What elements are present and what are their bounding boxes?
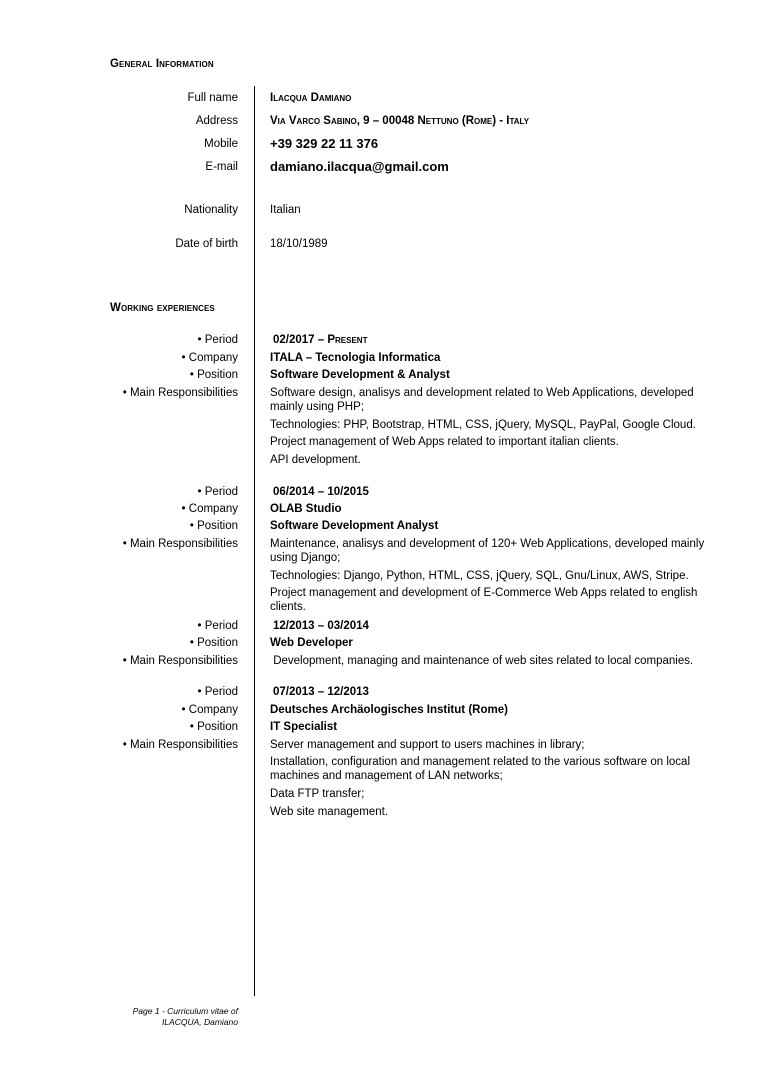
period-value: 12/2013 – 03/2014	[273, 620, 369, 632]
field-value: damiano.ilacqua@gmail.com	[270, 159, 449, 174]
footer-line-1: Page 1 - Curriculum vitae of	[132, 1006, 238, 1016]
company-value: OLAB Studio	[270, 503, 342, 515]
field-value: Ilacqua Damiano	[270, 92, 352, 104]
position-value: Web Developer	[270, 637, 353, 649]
field-value: Italian	[270, 204, 301, 216]
position-label: • Position	[189, 520, 238, 532]
company-label: • Company	[181, 503, 238, 515]
field-value: 18/10/1989	[270, 238, 328, 250]
company-label: • Company	[181, 352, 238, 364]
responsibilities-label: • Main Responsibilities	[122, 538, 238, 550]
page-footer	[110, 1006, 238, 1028]
responsibility-item: Data FTP transfer;	[270, 788, 365, 800]
section-title-general: General Information	[110, 58, 214, 70]
responsibility-item: Technologies: PHP, Bootstrap, HTML, CSS, jQuery, MySQL, PayPal, Google Cloud.	[270, 419, 696, 431]
responsibility-item: Installation, configuration and management related to the various software on local machines and management of LAN networks;	[270, 756, 691, 782]
position-value: Software Development Analyst	[270, 520, 439, 532]
responsibilities-label: • Main Responsibilities	[122, 655, 238, 667]
position-label: • Position	[189, 721, 238, 733]
position-label: • Position	[189, 637, 238, 649]
period-value: 02/2017 – Present	[273, 334, 368, 346]
responsibility-item: Server management and support to users machines in library;	[270, 739, 585, 751]
field-label: Full name	[187, 92, 238, 104]
responsibility-item: Software design, analisys and development related to Web Applications, developed mainly using PHP;	[270, 387, 694, 413]
company-value: ITALA – Tecnologia Informatica	[270, 352, 441, 364]
responsibility-item: API development.	[270, 454, 361, 466]
responsibility-item: Project management and development of E-Commerce Web Apps related to english clients.	[270, 587, 698, 613]
responsibilities-label: • Main Responsibilities	[122, 387, 238, 399]
responsibility-item: Technologies: Django, Python, HTML, CSS, jQuery, SQL, Gnu/Linux, AWS, Stripe.	[270, 570, 689, 582]
position-label: • Position	[189, 369, 238, 381]
responsibility-item: Development, managing and maintenance of web sites related to local companies.	[270, 655, 694, 667]
field-label: Date of birth	[175, 238, 238, 250]
period-value: 06/2014 – 10/2015	[273, 486, 369, 498]
period-value: 07/2013 – 12/2013	[273, 686, 369, 698]
company-label: • Company	[181, 704, 238, 716]
field-label: E-mail	[205, 161, 238, 173]
responsibilities-label: • Main Responsibilities	[122, 739, 238, 751]
responsibility-item: Project management of Web Apps related to important italian clients.	[270, 436, 619, 448]
company-value: Deutsches Archäologisches Institut (Rome)	[270, 704, 508, 716]
footer-line-2: ILACQUA, Damiano	[161, 1017, 238, 1027]
column-divider	[254, 86, 255, 996]
period-label: • Period	[197, 334, 238, 346]
field-label: Address	[195, 115, 238, 127]
section-title-work: Working experiences	[110, 302, 215, 314]
field-label: Nationality	[184, 204, 238, 216]
field-value: Via Varco Sabino, 9 – 00048 Nettuno (Rome) - Italy	[270, 115, 530, 127]
period-label: • Period	[197, 686, 238, 698]
position-value: Software Development & Analyst	[270, 369, 450, 381]
responsibility-item: Web site management.	[270, 806, 389, 818]
responsibility-item: Maintenance, analisys and development of 120+ Web Applications, developed mainly using Django;	[270, 538, 705, 564]
field-value: +39 329 22 11 376	[270, 136, 379, 151]
period-label: • Period	[197, 620, 238, 632]
field-label: Mobile	[204, 138, 238, 150]
position-value: IT Specialist	[270, 721, 338, 733]
period-label: • Period	[197, 486, 238, 498]
